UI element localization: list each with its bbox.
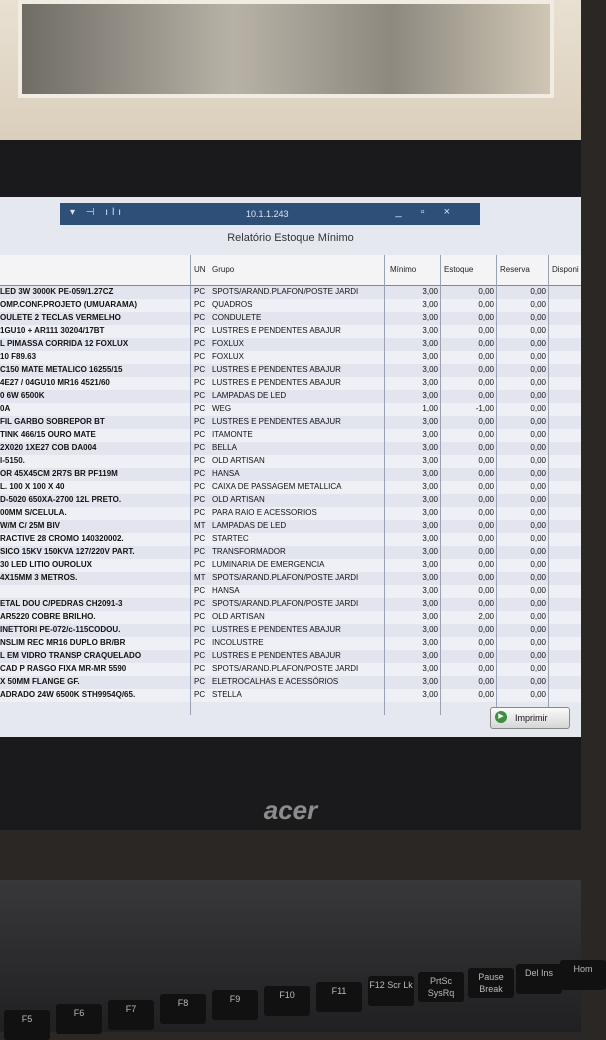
column-divider — [496, 255, 497, 715]
cell-reserva: 0,00 — [530, 534, 546, 543]
cell-grupo: LUSTRES E PENDENTES ABAJUR — [212, 625, 341, 634]
cell-un: PC — [194, 599, 206, 608]
cell-grupo: OLD ARTISAN — [212, 612, 265, 621]
table-row[interactable] — [0, 598, 581, 611]
cell-grupo: ITAMONTE — [212, 430, 253, 439]
cell-minimo: 3,00 — [422, 339, 438, 348]
key-f9[interactable]: F9 — [212, 990, 258, 1020]
table-body — [0, 286, 581, 702]
cell-estoque: 0,00 — [478, 339, 494, 348]
key-f12[interactable]: F12 Scr Lk — [368, 976, 414, 1006]
cell-grupo: INCOLUSTRE — [212, 638, 264, 647]
cell-estoque: 0,00 — [478, 352, 494, 361]
cell-minimo: 3,00 — [422, 690, 438, 699]
cell-minimo: 3,00 — [422, 638, 438, 647]
cell-un: PC — [194, 365, 206, 374]
cell-un: PC — [194, 625, 206, 634]
cell-un: MT — [194, 521, 206, 530]
cell-estoque: 0,00 — [478, 573, 494, 582]
cell-grupo: SPOTS/ARAND.PLAFON/POSTE JARDI — [212, 599, 359, 608]
cell-minimo: 3,00 — [422, 625, 438, 634]
cell-minimo: 3,00 — [422, 664, 438, 673]
cell-estoque: 0,00 — [478, 391, 494, 400]
table-row[interactable] — [0, 364, 581, 377]
cell-reserva: 0,00 — [530, 625, 546, 634]
key-f8[interactable]: F8 — [160, 994, 206, 1024]
key-f6[interactable]: F6 — [56, 1004, 102, 1034]
cell-un: PC — [194, 443, 206, 452]
cell-estoque: 0,00 — [478, 547, 494, 556]
cell-grupo: OLD ARTISAN — [212, 495, 265, 504]
table-row[interactable] — [0, 338, 581, 351]
cell-reserva: 0,00 — [530, 326, 546, 335]
cell-un: PC — [194, 482, 206, 491]
cell-estoque: 0,00 — [478, 430, 494, 439]
cell-estoque: 0,00 — [478, 651, 494, 660]
cell-minimo: 3,00 — [422, 612, 438, 621]
cell-reserva: 0,00 — [530, 586, 546, 595]
table-row[interactable] — [0, 663, 581, 676]
cell-un: PC — [194, 495, 206, 504]
cell-minimo: 3,00 — [422, 495, 438, 504]
cell-descricao: 2X020 1XE27 COB DA004 — [0, 443, 97, 452]
cell-minimo: 3,00 — [422, 677, 438, 686]
cell-un: PC — [194, 638, 206, 647]
column-divider — [190, 255, 191, 715]
cell-grupo: LAMPADAS DE LED — [212, 391, 287, 400]
cell-descricao: AR5220 COBRE BRILHO. — [0, 612, 96, 621]
cell-un: PC — [194, 508, 206, 517]
remote-desktop-bar[interactable] — [60, 203, 480, 225]
cell-grupo: STELLA — [212, 690, 242, 699]
table-row[interactable] — [0, 533, 581, 546]
cell-estoque: 0,00 — [478, 482, 494, 491]
cell-estoque: 0,00 — [478, 456, 494, 465]
window-controls[interactable]: _ ▫ × — [395, 206, 458, 218]
cell-grupo: HANSA — [212, 586, 240, 595]
col-grupo[interactable]: Grupo — [212, 265, 235, 274]
cell-reserva: 0,00 — [530, 287, 546, 296]
cell-estoque: 0,00 — [478, 287, 494, 296]
report-title: Relatório Estoque Mínimo — [227, 232, 354, 244]
table-row[interactable] — [0, 455, 581, 468]
table-row[interactable] — [0, 312, 581, 325]
cell-reserva: 0,00 — [530, 404, 546, 413]
cell-descricao: FIL GARBO SOBREPOR BT — [0, 417, 105, 426]
table-header — [0, 255, 581, 286]
cell-reserva: 0,00 — [530, 313, 546, 322]
cell-descricao: NSLIM REC MR16 DUPLO BR/BR — [0, 638, 126, 647]
cell-minimo: 3,00 — [422, 391, 438, 400]
col-disponivel[interactable]: Disponi — [552, 265, 579, 274]
cell-minimo: 3,00 — [422, 586, 438, 595]
cell-reserva: 0,00 — [530, 560, 546, 569]
cell-minimo: 3,00 — [422, 430, 438, 439]
stock-table — [0, 255, 581, 702]
table-row[interactable] — [0, 676, 581, 689]
table-row[interactable] — [0, 481, 581, 494]
cell-estoque: 2,00 — [478, 612, 494, 621]
cell-estoque: 0,00 — [478, 534, 494, 543]
cell-estoque: 0,00 — [478, 378, 494, 387]
col-un[interactable]: UN — [194, 265, 206, 274]
column-divider — [384, 255, 385, 715]
print-button-label: Imprimir — [515, 713, 548, 723]
cell-reserva: 0,00 — [530, 456, 546, 465]
cell-descricao: ADRADO 24W 6500K STH9954Q/65. — [0, 690, 136, 699]
cell-reserva: 0,00 — [530, 365, 546, 374]
cell-descricao: TINK 466/15 OURO MATE — [0, 430, 96, 439]
cell-grupo: STARTEC — [212, 534, 249, 543]
cell-descricao: SICO 15KV 150KVA 127/220V PART. — [0, 547, 135, 556]
cell-grupo: CAIXA DE PASSAGEM METALLICA — [212, 482, 342, 491]
cell-reserva: 0,00 — [530, 690, 546, 699]
cell-grupo: LAMPADAS DE LED — [212, 521, 287, 530]
cell-descricao: OULETE 2 TECLAS VERMELHO — [0, 313, 121, 322]
table-row[interactable] — [0, 429, 581, 442]
cell-descricao: LED 3W 3000K PE-059/1.27CZ — [0, 287, 114, 296]
cell-estoque: 0,00 — [478, 560, 494, 569]
cell-un: PC — [194, 534, 206, 543]
table-row[interactable] — [0, 377, 581, 390]
cell-estoque: 0,00 — [478, 690, 494, 699]
cell-descricao: L EM VIDRO TRANSP CRAQUELADO — [0, 651, 142, 660]
cell-grupo: LUSTRES E PENDENTES ABAJUR — [212, 417, 341, 426]
cell-descricao: ETAL DOU C/PEDRAS CH2091-3 — [0, 599, 123, 608]
cell-minimo: 3,00 — [422, 300, 438, 309]
cell-minimo: 3,00 — [422, 417, 438, 426]
cell-grupo: ELETROCALHAS E ACESSÓRIOS — [212, 677, 339, 686]
cell-minimo: 3,00 — [422, 287, 438, 296]
key-f7[interactable]: F7 — [108, 1000, 154, 1030]
cell-reserva: 0,00 — [530, 664, 546, 673]
cell-minimo: 3,00 — [422, 560, 438, 569]
cell-reserva: 0,00 — [530, 547, 546, 556]
cell-un: PC — [194, 547, 206, 556]
cell-estoque: 0,00 — [478, 326, 494, 335]
cell-grupo: FOXLUX — [212, 352, 245, 361]
cell-grupo: LUSTRES E PENDENTES ABAJUR — [212, 326, 341, 335]
cell-un: PC — [194, 651, 206, 660]
cell-estoque: 0,00 — [478, 677, 494, 686]
cell-grupo: WEG — [212, 404, 232, 413]
cell-grupo: QUADROS — [212, 300, 253, 309]
cell-un: PC — [194, 560, 206, 569]
cell-descricao: CAD P RASGO FIXA MR-MR 5590 — [0, 664, 127, 673]
cell-minimo: 3,00 — [422, 352, 438, 361]
cell-descricao: W/M C/ 25M BIV — [0, 521, 61, 530]
cell-un: PC — [194, 417, 206, 426]
table-row[interactable] — [0, 572, 581, 585]
cell-un: PC — [194, 326, 206, 335]
cell-estoque: 0,00 — [478, 586, 494, 595]
cell-estoque: 0,00 — [478, 313, 494, 322]
table-row[interactable] — [0, 637, 581, 650]
cell-un: PC — [194, 469, 206, 478]
table-row[interactable] — [0, 494, 581, 507]
cell-reserva: 0,00 — [530, 677, 546, 686]
cell-grupo: HANSA — [212, 469, 240, 478]
cell-reserva: 0,00 — [530, 521, 546, 530]
cell-reserva: 0,00 — [530, 300, 546, 309]
cell-un: PC — [194, 339, 206, 348]
key-f5[interactable]: F5 — [4, 1010, 50, 1040]
table-row[interactable] — [0, 546, 581, 559]
cell-estoque: 0,00 — [478, 365, 494, 374]
cell-estoque: 0,00 — [478, 495, 494, 504]
cell-minimo: 3,00 — [422, 651, 438, 660]
cell-minimo: 3,00 — [422, 547, 438, 556]
key-del[interactable]: Del Ins — [516, 964, 562, 994]
cell-reserva: 0,00 — [530, 495, 546, 504]
column-divider — [440, 255, 441, 715]
cell-minimo: 3,00 — [422, 482, 438, 491]
cell-reserva: 0,00 — [530, 339, 546, 348]
cell-reserva: 0,00 — [530, 469, 546, 478]
column-divider — [548, 255, 549, 715]
cell-reserva: 0,00 — [530, 391, 546, 400]
background-wall — [0, 0, 581, 160]
cell-grupo: TRANSFORMADOR — [212, 547, 286, 556]
cell-descricao: L. 100 X 100 X 40 — [0, 482, 65, 491]
cell-un: PC — [194, 352, 206, 361]
cell-minimo: 3,00 — [422, 378, 438, 387]
cell-grupo: SPOTS/ARAND.PLAFON/POSTE JARDI — [212, 287, 359, 296]
table-row[interactable] — [0, 559, 581, 572]
cell-minimo: 3,00 — [422, 365, 438, 374]
table-row[interactable] — [0, 390, 581, 403]
cell-reserva: 0,00 — [530, 638, 546, 647]
table-row[interactable] — [0, 286, 581, 299]
cell-un: PC — [194, 586, 206, 595]
cell-estoque: 0,00 — [478, 521, 494, 530]
cell-minimo: 3,00 — [422, 443, 438, 452]
table-row[interactable] — [0, 650, 581, 663]
remote-address: 10.1.1.243 — [246, 209, 289, 219]
table-row[interactable] — [0, 325, 581, 338]
cell-reserva: 0,00 — [530, 443, 546, 452]
cell-grupo: LUMINARIA DE EMERGENCIA — [212, 560, 325, 569]
cell-reserva: 0,00 — [530, 651, 546, 660]
cell-reserva: 0,00 — [530, 508, 546, 517]
cell-reserva: 0,00 — [530, 482, 546, 491]
cell-descricao: 00MM S/CELULA. — [0, 508, 67, 517]
table-row[interactable] — [0, 351, 581, 364]
cell-descricao: RACTIVE 28 CROMO 140320002. — [0, 534, 124, 543]
cell-un: PC — [194, 313, 206, 322]
cell-descricao: L PIMASSA CORRIDA 12 FOXLUX — [0, 339, 129, 348]
cell-grupo: BELLA — [212, 443, 237, 452]
cell-descricao: 0 6W 6500K — [0, 391, 45, 400]
key-f10[interactable]: F10 — [264, 986, 310, 1016]
table-row[interactable] — [0, 520, 581, 533]
cell-descricao: 30 LED LITIO OUROLUX — [0, 560, 93, 569]
cell-estoque: 0,00 — [478, 638, 494, 647]
cell-grupo: SPOTS/ARAND.PLAFON/POSTE JARDI — [212, 573, 359, 582]
table-row[interactable] — [0, 468, 581, 481]
cell-minimo: 3,00 — [422, 508, 438, 517]
cell-un: PC — [194, 456, 206, 465]
cell-reserva: 0,00 — [530, 352, 546, 361]
cell-descricao: X 50MM FLANGE GF. — [0, 677, 80, 686]
cell-grupo: LUSTRES E PENDENTES ABAJUR — [212, 365, 341, 374]
cell-estoque: 0,00 — [478, 443, 494, 452]
col-minimo[interactable]: Mínimo — [390, 265, 417, 274]
cell-estoque: -1,00 — [475, 404, 494, 413]
cell-estoque: 0,00 — [478, 664, 494, 673]
cell-un: PC — [194, 391, 206, 400]
cell-minimo: 1,00 — [422, 404, 438, 413]
cell-reserva: 0,00 — [530, 430, 546, 439]
keyboard — [0, 880, 593, 1032]
cell-descricao: 0A — [0, 404, 11, 413]
cell-descricao: 1GU10 + AR111 30204/17BT — [0, 326, 105, 335]
table-row[interactable] — [0, 403, 581, 416]
cell-descricao: l-5150. — [0, 456, 25, 465]
table-row[interactable] — [0, 585, 581, 598]
wall-picture-frame — [18, 0, 554, 98]
cell-estoque: 0,00 — [478, 417, 494, 426]
cell-un: PC — [194, 404, 206, 413]
table-row[interactable] — [0, 507, 581, 520]
pin-signal-icon[interactable]: ▾ ⊣ ılı — [70, 207, 126, 218]
cell-grupo: PARA RAIO E ACESSORIOS — [212, 508, 317, 517]
cell-un: PC — [194, 677, 206, 686]
cell-un: MT — [194, 573, 206, 582]
cell-grupo: OLD ARTISAN — [212, 456, 265, 465]
table-row[interactable] — [0, 299, 581, 312]
cell-minimo: 3,00 — [422, 326, 438, 335]
table-row[interactable] — [0, 624, 581, 637]
cell-descricao: C150 MATE METALICO 16255/15 — [0, 365, 123, 374]
cell-reserva: 0,00 — [530, 378, 546, 387]
col-reserva[interactable]: Reserva — [500, 265, 530, 274]
cell-grupo: FOXLUX — [212, 339, 245, 348]
cell-reserva: 0,00 — [530, 573, 546, 582]
cell-minimo: 3,00 — [422, 313, 438, 322]
table-row[interactable] — [0, 442, 581, 455]
cell-descricao: 4X15MM 3 METROS. — [0, 573, 78, 582]
table-row[interactable] — [0, 611, 581, 624]
cell-minimo: 3,00 — [422, 534, 438, 543]
cell-descricao: 4E27 / 04GU10 MR16 4521/60 — [0, 378, 110, 387]
table-row[interactable] — [0, 416, 581, 429]
cell-descricao: D-5020 650XA-2700 12L PRETO. — [0, 495, 122, 504]
print-button[interactable] — [490, 707, 570, 729]
cell-un: PC — [194, 378, 206, 387]
cell-un: PC — [194, 612, 206, 621]
cell-estoque: 0,00 — [478, 599, 494, 608]
col-estoque[interactable]: Estoque — [444, 265, 474, 274]
cell-estoque: 0,00 — [478, 469, 494, 478]
cell-descricao: OR 45X45CM 2R7S BR PF119M — [0, 469, 118, 478]
key-pause[interactable]: Pause Break — [468, 968, 514, 998]
cell-grupo: LUSTRES E PENDENTES ABAJUR — [212, 378, 341, 387]
cell-minimo: 3,00 — [422, 521, 438, 530]
cell-grupo: LUSTRES E PENDENTES ABAJUR — [212, 651, 341, 660]
cell-estoque: 0,00 — [478, 300, 494, 309]
cell-estoque: 0,00 — [478, 625, 494, 634]
cell-un: PC — [194, 430, 206, 439]
table-row[interactable] — [0, 689, 581, 702]
cell-minimo: 3,00 — [422, 469, 438, 478]
cell-minimo: 3,00 — [422, 573, 438, 582]
cell-descricao: 10 F89.63 — [0, 352, 37, 361]
key-hom[interactable]: Hom — [560, 960, 606, 990]
cell-estoque: 0,00 — [478, 508, 494, 517]
laptop-brand-logo: acer — [263, 795, 318, 825]
cell-descricao: INETTORI PE-072/c-115CODOU. — [0, 625, 121, 634]
laptop-screen — [0, 197, 581, 737]
key-prtsc[interactable]: PrtSc SysRq — [418, 972, 464, 1002]
cell-un: PC — [194, 287, 206, 296]
cell-reserva: 0,00 — [530, 599, 546, 608]
play-icon: ▶ — [495, 711, 507, 723]
cell-un: PC — [194, 300, 206, 309]
cell-un: PC — [194, 664, 206, 673]
key-f11[interactable]: F11 — [316, 982, 362, 1012]
cell-reserva: 0,00 — [530, 612, 546, 621]
cell-minimo: 3,00 — [422, 599, 438, 608]
cell-descricao: OMP.CONF.PROJETO (UMUARAMA) — [0, 300, 138, 309]
cell-grupo: CONDULETE — [212, 313, 262, 322]
cell-grupo: SPOTS/ARAND.PLAFON/POSTE JARDI — [212, 664, 359, 673]
cell-reserva: 0,00 — [530, 417, 546, 426]
cell-minimo: 3,00 — [422, 456, 438, 465]
cell-un: PC — [194, 690, 206, 699]
